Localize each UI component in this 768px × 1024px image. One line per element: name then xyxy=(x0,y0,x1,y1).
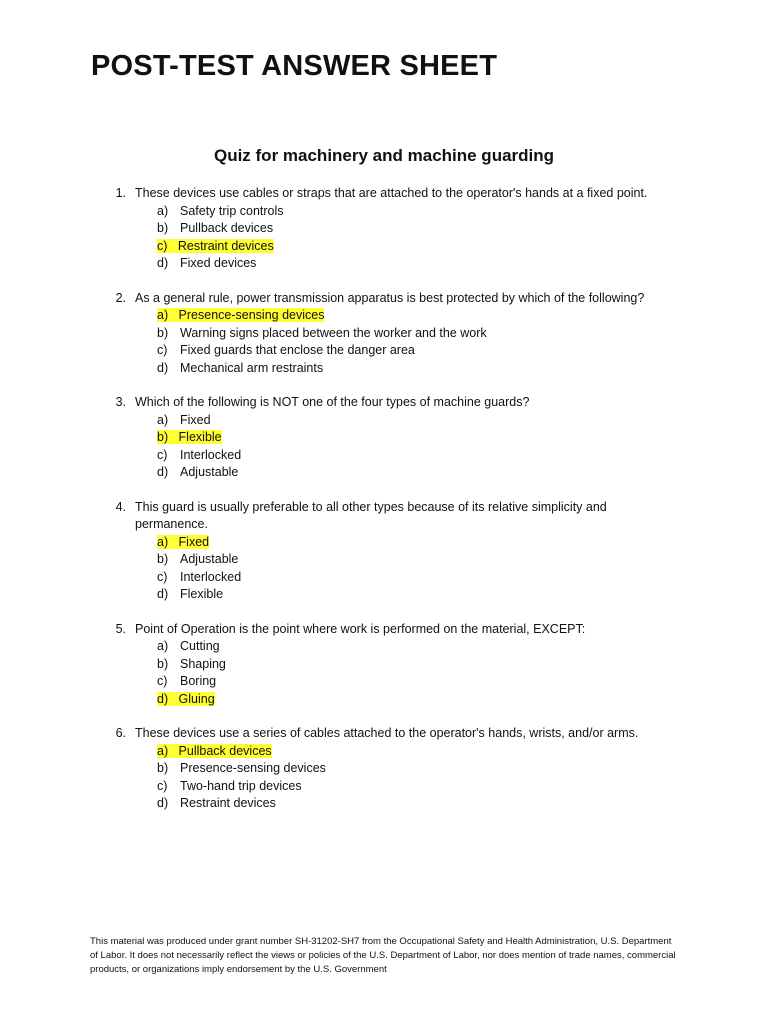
option-text: Restraint devices xyxy=(177,238,274,253)
quiz-title: Quiz for machinery and machine guarding xyxy=(213,146,555,165)
option-text: Fixed xyxy=(178,534,210,549)
correct-option-item xyxy=(157,429,668,447)
question-text: Which of the following is NOT one of the four types of machine guards? xyxy=(135,395,530,409)
question-number: 6. xyxy=(115,726,126,740)
option-letter: c) xyxy=(157,238,168,253)
option-list xyxy=(135,534,668,604)
answer-highlight xyxy=(157,430,222,444)
option-text: Mechanical arm restraints xyxy=(180,360,324,375)
option-letter: a) xyxy=(157,203,169,218)
option-text: Fixed xyxy=(180,412,211,427)
correct-option-item xyxy=(157,534,668,552)
option-item xyxy=(157,255,668,273)
option-letter: a) xyxy=(157,743,169,758)
correct-option-item xyxy=(157,743,668,761)
question-number: 1. xyxy=(115,186,126,200)
answer-highlight xyxy=(157,535,209,549)
answer-highlight xyxy=(157,692,215,706)
question-text: These devices use a series of cables attached to the operator's hands, wrists, and/or arms. xyxy=(135,726,639,740)
option-item xyxy=(157,656,668,674)
question-item xyxy=(108,725,668,813)
option-text: Interlocked xyxy=(180,447,242,462)
option-text: Safety trip controls xyxy=(180,203,284,218)
option-list xyxy=(135,307,668,377)
option-letter: b) xyxy=(157,552,169,566)
option-item xyxy=(157,586,668,604)
option-letter: b) xyxy=(157,430,169,444)
option-item xyxy=(157,795,668,813)
option-letter: b) xyxy=(157,325,169,340)
option-text: Pullback devices xyxy=(178,743,272,758)
option-text: Flexible xyxy=(180,587,224,601)
question-text: Point of Operation is the point where work is performed on the material, EXCEPT: xyxy=(135,621,586,636)
option-letter: b) xyxy=(157,221,169,235)
question-item xyxy=(108,621,668,709)
option-item xyxy=(157,464,668,482)
option-list xyxy=(135,743,668,813)
option-text: Adjustable xyxy=(180,465,239,479)
option-item xyxy=(157,412,668,430)
option-text: Restraint devices xyxy=(180,796,276,810)
option-text: Warning signs placed between the worker and the work xyxy=(180,325,487,340)
option-text: Pullback devices xyxy=(180,221,274,235)
option-text: Fixed guards that enclose the danger area xyxy=(180,343,415,357)
grant-disclaimer: This material was produced under grant number SH-31202-SH7 from the Occupational Safety and Health Administration, U.S. Department of Labor. It does not necessarily reflect the views or policies of the U.S. Department of Labor, nor does mention of trade names, commercial products, or organizations imply endorsement by the U.S. Government xyxy=(90,936,676,975)
question-item xyxy=(108,499,668,604)
option-letter: c) xyxy=(157,447,168,462)
question-number: 5. xyxy=(115,621,126,636)
option-text: Cutting xyxy=(180,639,220,653)
question-list xyxy=(108,185,668,830)
option-letter: b) xyxy=(157,761,169,775)
question-number: 3. xyxy=(115,395,126,409)
answer-highlight xyxy=(157,239,274,253)
option-letter: c) xyxy=(157,674,168,688)
option-item xyxy=(157,203,668,221)
option-letter: d) xyxy=(157,360,169,375)
option-text: Presence-sensing devices xyxy=(180,761,326,775)
question-text: This guard is usually preferable to all other types because of its relative simplicity and permanence. xyxy=(135,499,607,531)
question-text: These devices use cables or straps that are attached to the operator's hands at a fixed point. xyxy=(135,186,648,200)
question-number: 4. xyxy=(115,499,126,514)
option-letter: c) xyxy=(157,343,168,357)
question-item xyxy=(108,290,668,378)
option-item xyxy=(157,638,668,656)
question-item xyxy=(108,394,668,482)
option-text: Shaping xyxy=(180,656,226,671)
option-item xyxy=(157,673,668,691)
option-letter: d) xyxy=(157,691,169,706)
option-list xyxy=(135,203,668,273)
option-list xyxy=(135,638,668,708)
option-item xyxy=(157,551,668,569)
option-item xyxy=(157,778,668,796)
question-number: 2. xyxy=(115,290,126,305)
option-text: Adjustable xyxy=(180,552,239,566)
page-title: POST-TEST ANSWER SHEET xyxy=(91,50,498,82)
option-text: Presence-sensing devices xyxy=(178,308,325,322)
option-item xyxy=(157,342,668,360)
option-letter: d) xyxy=(157,256,169,270)
option-text: Interlocked xyxy=(180,569,242,584)
question-text: As a general rule, power transmission apparatus is best protected by which of the following? xyxy=(135,290,645,305)
option-text: Flexible xyxy=(178,430,222,444)
option-item xyxy=(157,360,668,378)
question-item xyxy=(108,185,668,273)
option-text: Gluing xyxy=(178,691,215,706)
answer-highlight xyxy=(157,744,272,758)
option-letter: a) xyxy=(157,639,169,653)
option-item xyxy=(157,447,668,465)
option-item xyxy=(157,325,668,343)
option-text: Two-hand trip devices xyxy=(180,778,302,793)
option-letter: d) xyxy=(157,587,169,601)
option-item xyxy=(157,220,668,238)
correct-option-item xyxy=(157,691,668,709)
option-letter: a) xyxy=(157,308,169,322)
correct-option-item xyxy=(157,238,668,256)
option-letter: c) xyxy=(157,569,168,584)
option-item xyxy=(157,760,668,778)
option-letter: d) xyxy=(157,796,169,810)
option-letter: c) xyxy=(157,778,168,793)
option-letter: a) xyxy=(157,412,169,427)
correct-option-item xyxy=(157,307,668,325)
option-text: Fixed devices xyxy=(180,256,257,270)
option-letter: d) xyxy=(157,465,169,479)
option-letter: b) xyxy=(157,656,169,671)
option-text: Boring xyxy=(180,674,217,688)
option-letter: a) xyxy=(157,534,169,549)
answer-highlight xyxy=(157,308,324,322)
option-list xyxy=(135,412,668,482)
option-item xyxy=(157,569,668,587)
